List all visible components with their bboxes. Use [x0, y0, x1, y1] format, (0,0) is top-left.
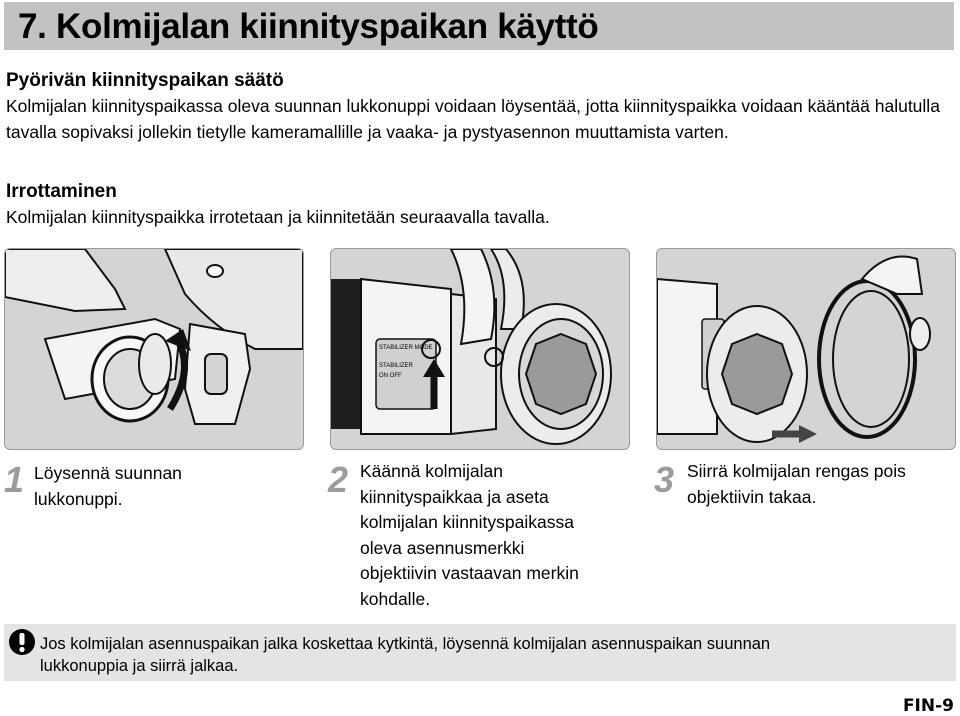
removal-heading: Irrottaminen	[6, 181, 117, 202]
page-number: FIN-9	[902, 696, 954, 716]
on-off-label: ON OFF	[379, 373, 402, 379]
step-3-line: objektiivin takaa.	[687, 486, 817, 507]
step-1-illustration	[4, 248, 304, 450]
step-1-number: 1	[4, 459, 25, 500]
step-2-line: objektiivin vastaavan merkin	[360, 563, 579, 583]
step-3-text	[687, 459, 906, 510]
step-2-line: Käännä kolmijalan	[360, 461, 504, 481]
step-2-illustration	[330, 248, 630, 450]
caution-note	[4, 624, 956, 681]
caution-text	[40, 633, 940, 677]
step-2-line: kohdalle.	[360, 588, 431, 609]
step-3-line: Siirrä kolmijalan rengas pois	[687, 461, 906, 481]
step-2-line: kolmijalan kiinnityspaikassa	[360, 512, 574, 532]
rotation-heading: Pyörivän kiinnityspaikan säätö	[6, 70, 284, 91]
step-2-line: oleva asennusmerkki	[360, 537, 525, 558]
step-2-number: 2	[328, 459, 349, 500]
caution-icon	[8, 628, 36, 656]
rotation-text: Kolmijalan kiinnityspaikassa oleva suunnan lukkonuppi voidaan löysentää, jotta kiinnityspaikka voidaan kääntää halutulla tavalla sopivaksi jollekin tietylle kameramallille ja vaaka- ja pystyasennon muuttamista varten.	[6, 96, 940, 142]
stabilizer-mode-label: STABILIZER MODE	[379, 345, 433, 351]
stabilizer-label: STABILIZER	[379, 363, 413, 369]
removal-text: Kolmijalan kiinnityspaikka irrotetaan ja kiinnitetään seuraavalla tavalla.	[6, 207, 550, 227]
page-title: 7. Kolmijalan kiinnityspaikan käyttö	[18, 7, 599, 46]
caution-line: lukkonuppia ja siirrä jalkaa.	[40, 657, 239, 675]
step-1-line: lukkonuppi.	[34, 488, 123, 509]
step-2-text	[360, 459, 579, 612]
step-1-line: Löysennä suunnan	[34, 463, 182, 483]
step-2-line: kiinnityspaikkaa ja aseta	[360, 486, 549, 507]
title-bar	[4, 2, 954, 50]
step-2-drawing	[331, 249, 629, 449]
step-3-number: 3	[654, 459, 675, 500]
step-3-illustration	[656, 248, 956, 450]
step-1-text	[34, 461, 182, 512]
step-1-drawing	[5, 249, 303, 449]
caution-line: Jos kolmijalan asennuspaikan jalka koskettaa kytkintä, löysennä kolmijalan asennuspaikan suunnan	[40, 635, 771, 653]
step-3-drawing	[657, 249, 955, 449]
